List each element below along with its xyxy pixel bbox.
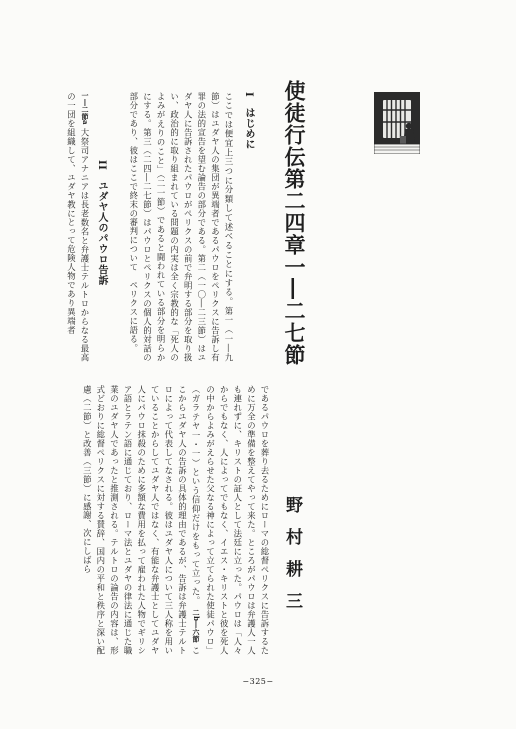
section-accusation-text: 大祭司アナニアは長老数名と弁護士テルトロからなる最高の一団を組織して、ユダヤ教にとって危険人物であり異端者 [66,92,90,362]
verse-marker: 二b―六節 [192,608,202,643]
section-heading-introduction: I はじめに [243,92,254,150]
column2-body [82,385,271,656]
author-name: 野村耕三 [282,496,302,624]
verse-marker: 一―二節a [81,92,90,125]
page-number: −325− [242,677,274,686]
article-title: 使徒行伝第二四章一―二七節 [282,80,307,366]
column2-text-intro: であるパウロを葬り去るためにローマの総督ペリクスに告訴するために万全の準備を整えてやって来た。ところがパウロは弁護人一人も連れずに、キリストの証人として法廷に立った。パウロは「人々からでもなく、人によってでもなく、イエス・キリストと彼を死人の中からよみがえらせた父なる神によって立てられた使徒パウロ」（ガラテヤ一・一）という信仰だけをもって立った。 [191,385,270,655]
section-introduction-body: ここでは便宜上三つに分類して述べることにする。第一（一―九節）はユダヤ人の集団が異端者であるパウロをペリクスに告訴し有罪の法的宣告を望む論告の部分である。第二（一〇―二三節）はユダヤ人に告訴されたパウロがペリクスの前で弁明する部分を取り扱い、政治的に取り組まれている問題の内実は全く宗教的な「死人のよみがえりのこと」（二一節）であると闘われている部分を明らかにする。第三（二四―二七節）はパウロとペリクスの個人的対話の部分であり、彼はここで終末の審判について ペリクスに語る。 [128,92,234,362]
prison-window-illustration [374,92,420,154]
section-accusation-body [62,92,92,362]
section-heading-accusation: II ユダヤ人のパウロ告訴 [96,160,107,286]
column2-text-main: ここからユダヤ人の告訴の具体的理由であるが、告訴は弁護士テルトロによって代表してなされる。彼はユダヤ人について三人称を用いていることからしてユダヤ人ではなく、有能な弁護士としてユダヤ人にパウロ抹殺のために多額な費用を払って雇われた人物でギリシア語とラテン語に通じており、ローマ法とユダヤの律法に通じた職業のユダヤ人であったと推測される。テルトロの論告の内容は、形式どおりに総督ペリクスに対する賛辞、国内の平和と秩序と深い配慮（二節）と改善（三節）に感謝、次にしばら [82,385,202,656]
